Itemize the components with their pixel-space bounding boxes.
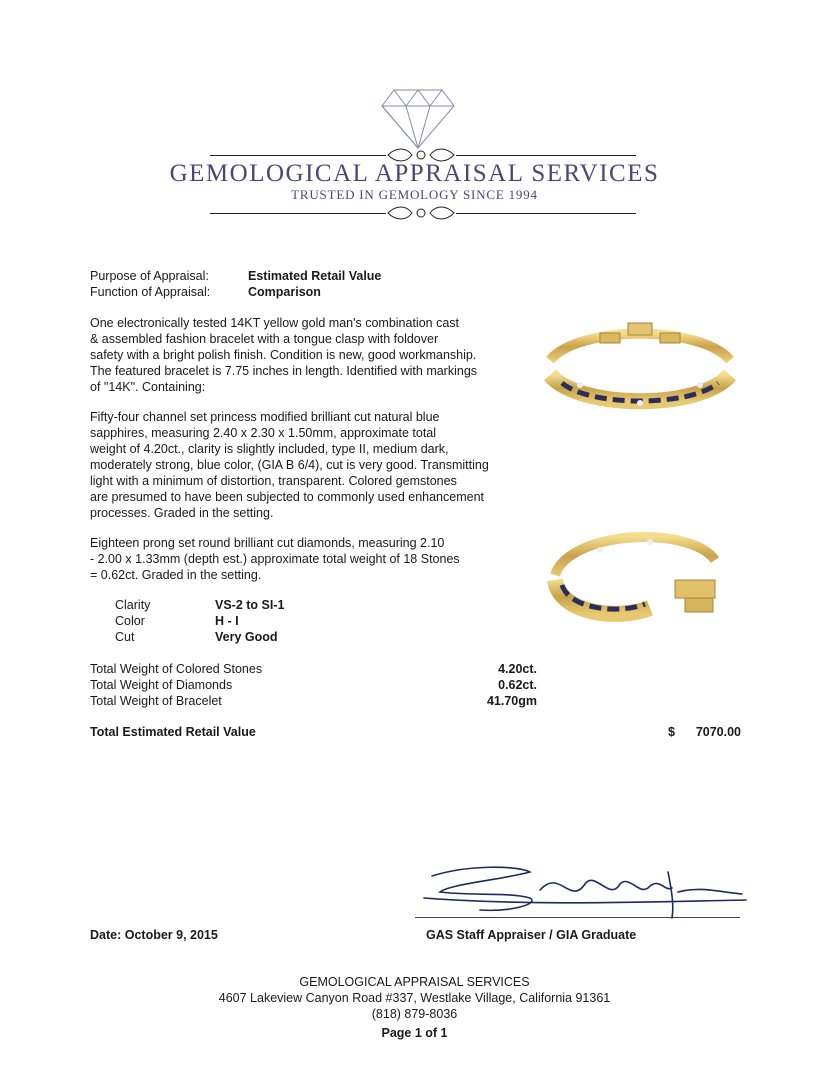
flourish-ornament-bottom: [386, 203, 456, 223]
total-colored-stones-label: Total Weight of Colored Stones: [90, 662, 263, 676]
grading-row-color: [115, 613, 145, 629]
appraisal-date: Date: October 9, 2015: [90, 928, 218, 942]
description-paragraph-3: Eighteen prong set round brilliant cut diamonds, measuring 2.10 - 2.00 x 1.33mm (depth est.) approximate total weight of 18 Stones = 0.62ct. Graded in the setting.: [90, 536, 460, 582]
retail-currency: $: [668, 725, 675, 739]
purpose-value: Estimated Retail Value: [248, 269, 382, 283]
footer-phone: (818) 879-8036: [371, 1007, 458, 1021]
function-label: Function of Appraisal:: [90, 285, 211, 299]
header-rule-top-right: [456, 155, 636, 156]
total-bracelet-label: Total Weight of Bracelet: [90, 694, 222, 708]
total-colored-stones-value: 4.20ct.: [498, 662, 537, 676]
footer-company: GEMOLOGICAL APPRAISAL SERVICES: [299, 975, 530, 989]
grading-row-clarity: [115, 597, 150, 613]
description-paragraph-2: Fifty-four channel set princess modified brilliant cut natural blue sapphires, measuring 2.40 x 2.30 x 1.50mm, approximate total weight of 4.20ct., clarity is slightly included, type II, medium dark, moderately strong, blue color, (GIA B 6/4), cut is very good. Transmitting light with a minimum of distortion, transparent. Colored gemstones are presumed to have been subjected to commonly used enhancement processes. Graded in the setting.: [90, 410, 489, 520]
grading-value-cut: Very Good: [215, 630, 278, 644]
grading-label: Color: [115, 614, 145, 628]
grading-label: Cut: [115, 630, 135, 644]
bracelet-photo-bottom: [540, 520, 740, 630]
bracelet-photo-top: [540, 315, 740, 415]
grading-row-cut: [115, 629, 134, 645]
grading-label: Clarity: [115, 598, 151, 612]
footer-address: 4607 Lakeview Canyon Road #337, Westlake Village, California 91361: [218, 991, 611, 1005]
diamond-logo-icon: [380, 88, 456, 150]
total-bracelet-value: 41.70gm: [486, 694, 537, 708]
grading-value-clarity: VS-2 to SI-1: [215, 598, 285, 612]
header-rule-top: [210, 155, 386, 156]
header-rule-bottom: [210, 213, 386, 214]
appraiser-signature-icon: [410, 862, 750, 922]
header-rule-bottom-right: [456, 213, 636, 214]
function-value: Comparison: [248, 285, 321, 299]
description-paragraph-1: One electronically tested 14KT yellow gold man's combination cast & assembled fashion bracelet with a tongue clasp with foldover safety with a bright polish finish. Condition is new, good workmanship. The featured bracelet is 7.75 inches in length. Identified with markings of "14K". Containing:: [90, 316, 478, 394]
brand-name: GEMOLOGICAL APPRAISAL SERVICES: [169, 160, 660, 187]
purpose-label: Purpose of Appraisal:: [90, 269, 209, 283]
total-diamonds-label: Total Weight of Diamonds: [90, 678, 233, 692]
appraiser-title: GAS Staff Appraiser / GIA Graduate: [426, 928, 637, 942]
signature-line: [415, 917, 740, 918]
total-diamonds-value: 0.62ct.: [498, 678, 537, 692]
retail-amount: 7070.00: [695, 725, 741, 739]
grading-value-color: H - I: [215, 614, 239, 628]
retail-value-label: Total Estimated Retail Value: [90, 725, 256, 739]
page-number: Page 1 of 1: [381, 1026, 448, 1040]
brand-tagline: TRUSTED IN GEMOLOGY SINCE 1994: [291, 187, 538, 202]
